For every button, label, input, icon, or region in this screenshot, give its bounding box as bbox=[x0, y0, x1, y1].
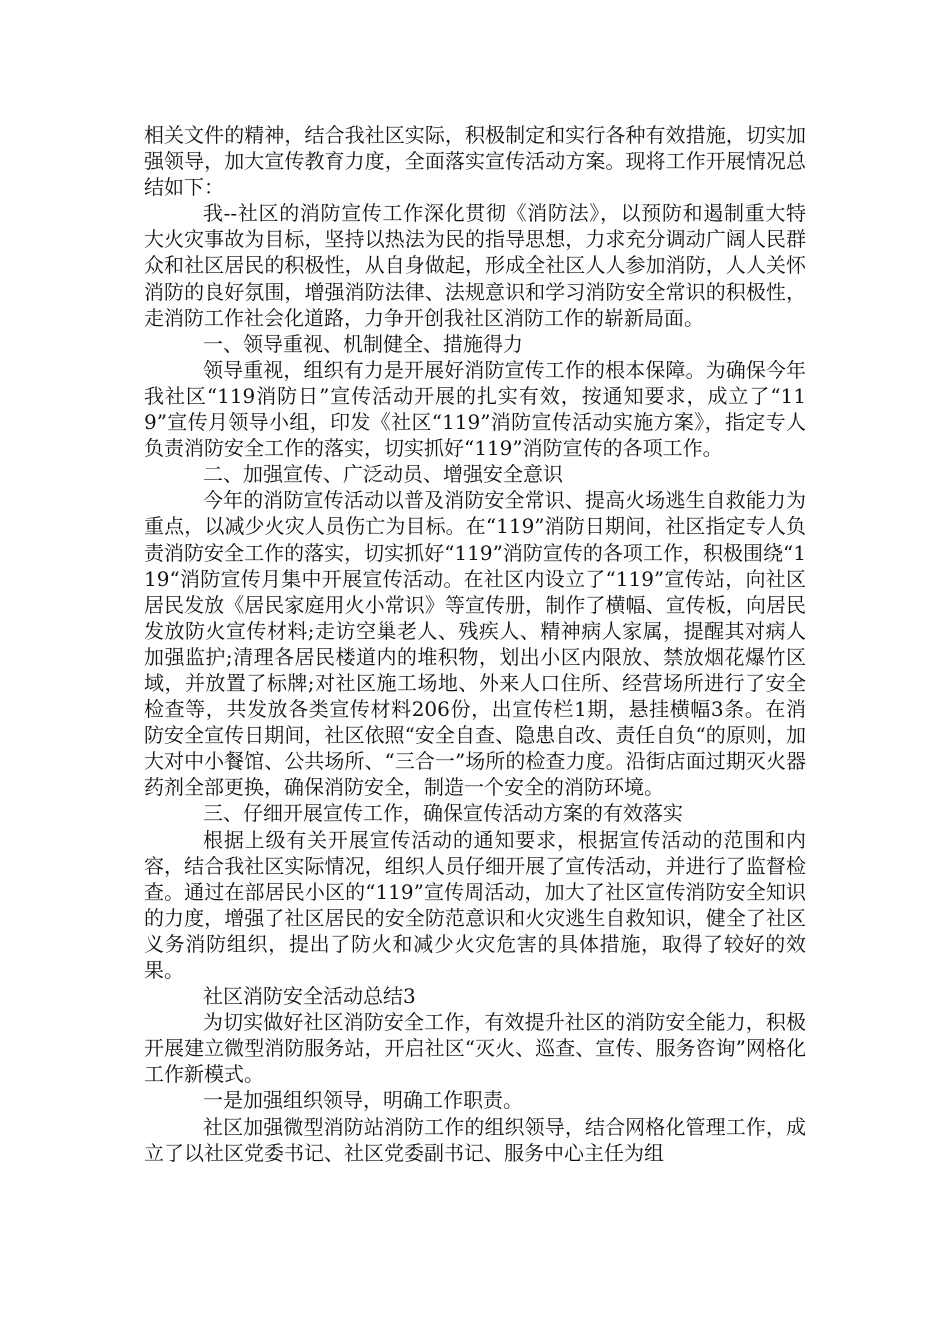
paragraph: 领导重视，组织有力是开展好消防宣传工作的根本保障。为确保今年我社区“119消防日”宣传活动开展的扎实有效，按通知要求，成立了“119”宣传月领导小组，印发《社区“119”消防宣传活动实施方案》，指定专人负责消防安全工作的落实，切实抓好“119”消防宣传的各项工作。 bbox=[144, 357, 806, 461]
section-heading: 二、加强宣传、广泛动员、增强安全意识 bbox=[203, 462, 563, 487]
section-heading: 三、仔细开展宣传工作，确保宣传活动方案的有效落实 bbox=[203, 801, 683, 826]
section-heading: 一是加强组织领导，明确工作职责。 bbox=[203, 1088, 523, 1113]
paragraph: 社区加强微型消防站消防工作的组织领导，结合网格化管理工作，成立了以社区党委书记、社区党委副书记、服务中心主任为组 bbox=[144, 1114, 806, 1165]
document-body bbox=[144, 122, 806, 1166]
paragraph: 根据上级有关开展宣传活动的通知要求，根据宣传活动的范围和内容，结合我社区实际情况，组织人员仔细开展了宣传活动，并进行了监督检查。通过在部居民小区的“119”宣传周活动，加大了社区宣传消防安全知识的力度，增强了社区居民的安全防范意识和火灾逃生自救知识，健全了社区义务消防组织，提出了防火和减少火灾危害的具体措施，取得了较好的效果。 bbox=[144, 827, 806, 982]
paragraph: 为切实做好社区消防安全工作，有效提升社区的消防安全能力，积极开展建立微型消防服务站，开启社区“灭火、巡查、宣传、服务咨询”网格化工作新模式。 bbox=[144, 1010, 806, 1087]
paragraph: 我--社区的消防宣传工作深化贯彻《消防法》，以预防和遏制重大特大火灾事故为目标，坚持以热法为民的指导思想，力求充分调动广阔人民群众和社区居民的积极性，从自身做起，形成全社区人人参加消防，人人关怀消防的良好氛围，增强消防法律、法规意识和学习消防安全常识的积极性，走消防工作社会化道路，力争开创我社区消防工作的崭新局面。 bbox=[144, 201, 806, 330]
section-title: 社区消防安全活动总结3 bbox=[203, 984, 416, 1009]
paragraph: 相关文件的精神，结合我社区实际，积极制定和实行各种有效措施，切实加强领导，加大宣传教育力度，全面落实宣传活动方案。现将工作开展情况总结如下： bbox=[144, 123, 806, 200]
section-heading: 一、领导重视、机制健全、措施得力 bbox=[203, 331, 523, 356]
paragraph: 今年的消防宣传活动以普及消防安全常识、提高火场逃生自救能力为重点，以减少火灾人员伤亡为目标。在“119”消防日期间，社区指定专人负责消防安全工作的落实，切实抓好“119”消防宣传的各项工作，积极围绕“119“消防宣传月集中开展宣传活动。在社区内设立了“119”宣传站，向社区居民发放《居民家庭用火小常识》等宣传册，制作了横幅、宣传板，向居民发放防火宣传材料;走访空巢老人、残疾人、精神病人家属，提醒其对病人加强监护;清理各居民楼道内的堆积物，划出小区内限放、禁放烟花爆竹区域，并放置了标牌;对社区施工场地、外来人口住所、经营场所进行了安全检查等，共发放各类宣传材料206份，出宣传栏1期，悬挂横幅3条。在消防安全宣传日期间，社区依照“安全自查、隐患自改、责任自负“的原则，加大对中小餐馆、公共场所、“三合一”场所的检查力度。沿街店面过期灭火器药剂全部更换，确保消防安全，制造一个安全的消防环境。 bbox=[144, 488, 806, 800]
